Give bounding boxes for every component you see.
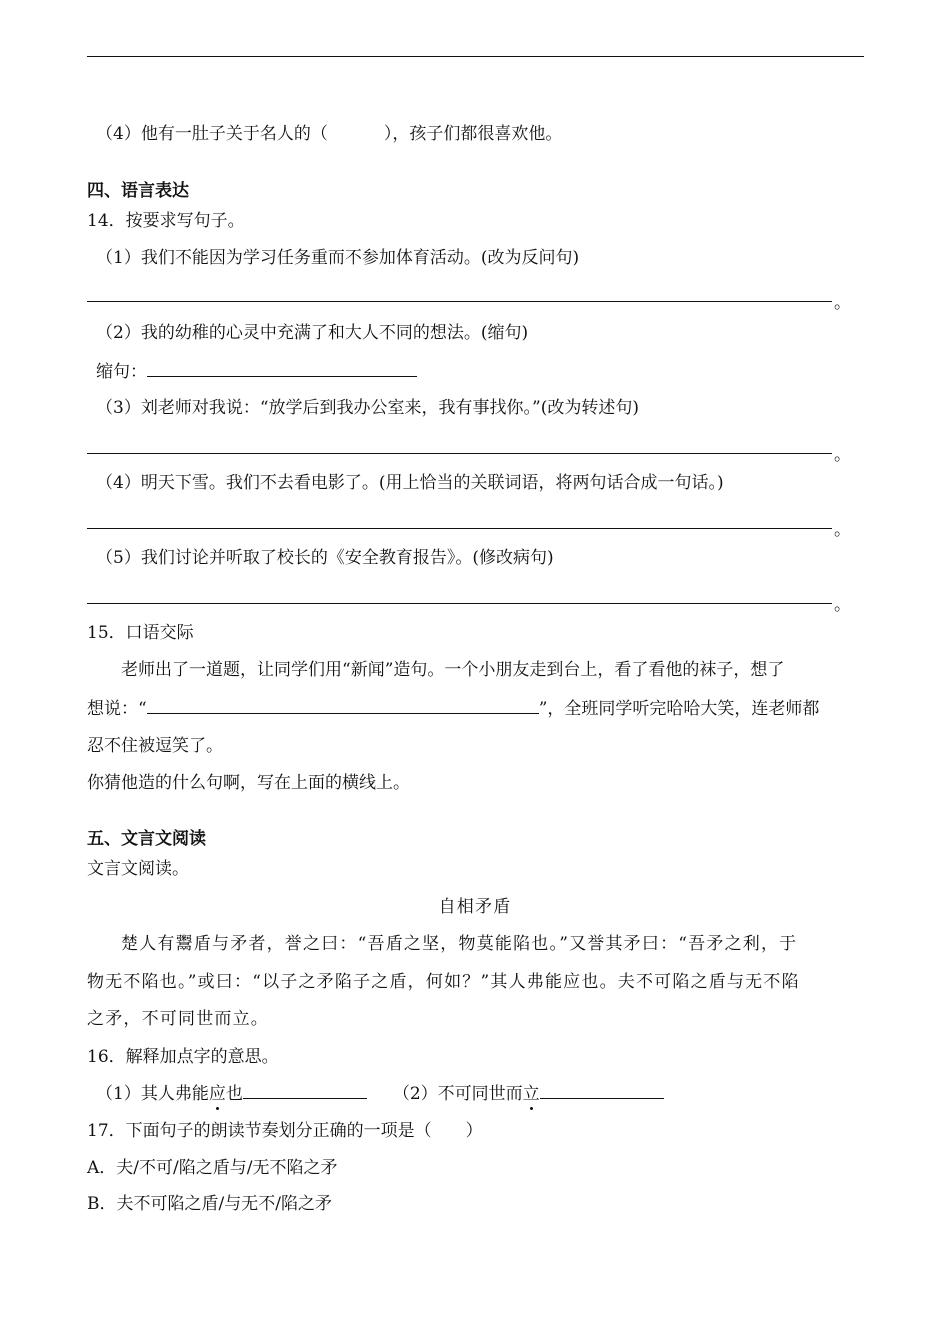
q14-item2-answer [96, 360, 417, 383]
q17-option-b[interactable]: B．夫不可陷之盾/与无不/陷之矛 [87, 1194, 332, 1214]
q14-item2-answer-line[interactable] [147, 360, 417, 377]
q15-paragraph-line3: 忍不住被逗笑了。 [87, 736, 223, 756]
passage-title: 自相矛盾 [438, 897, 512, 917]
q14-item4-answer-line[interactable] [87, 528, 832, 529]
q16-item1-answer-line[interactable] [243, 1082, 367, 1099]
q14-item5-period: 。 [834, 595, 851, 615]
q15-stem: 15．口语交际 [87, 623, 194, 643]
q16-stem: 16．解释加点字的意思。 [87, 1047, 279, 1067]
passage-line3: 之矛，不可同世而立。 [87, 1009, 269, 1029]
q14-item5-answer-line[interactable] [87, 603, 832, 604]
q14-item1: （1）我们不能因为学习任务重而不参加体育活动。(改为反问句) [96, 248, 580, 268]
q14-item2-label: 缩句： [96, 362, 147, 382]
q14-stem: 14．按要求写句子。 [87, 211, 245, 231]
q14-item4: （4）明天下雪。我们不去看电影了。(用上恰当的关联词语，将两句话合成一句话。) [96, 473, 724, 493]
q15-prompt: 你猜他造的什么句啊，写在上面的横线上。 [87, 773, 410, 793]
q16-item2-before: （2）不可同世而 [392, 1084, 523, 1104]
q14-item3-answer-line[interactable] [87, 453, 832, 454]
q16-item1-after: 也 [225, 1084, 243, 1104]
q17-option-a[interactable]: A．夫/不可/陷之盾与/无不陷之矛 [87, 1158, 338, 1178]
passage-line1: 楚人有鬻盾与矛者，誉之曰：“吾盾之坚，物莫能陷也。”又誉其矛曰：“吾矛之利，于 [121, 934, 798, 954]
q16-item2-answer-line[interactable] [540, 1082, 664, 1099]
q16-item1-dotted-char: 应 [208, 1084, 226, 1104]
q16-item2-dotted-char: 立 [522, 1084, 540, 1104]
section4-title: 四、语言表达 [87, 181, 189, 201]
q16-item1-before: （1）其人弗能 [96, 1084, 209, 1104]
q13-item4-before: （4）他有一肚子关于名人的（ [96, 124, 328, 144]
q14-item3-period: 。 [834, 445, 851, 465]
q14-item2: （2）我的幼稚的心灵中充满了和大人不同的想法。(缩句) [96, 323, 529, 343]
q17-stem: 17．下面句子的朗读节奏划分正确的一项是（ ） [87, 1121, 483, 1141]
q14-item5: （5）我们讨论并听取了校长的《安全教育报告》。(修改病句) [96, 548, 554, 568]
q14-item4-period: 。 [834, 520, 851, 540]
header-rule [87, 56, 864, 57]
section5-subtitle: 文言文阅读。 [87, 859, 189, 879]
q14-item3: （3）刘老师对我说：“放学后到我办公室来，我有事找你。”(改为转述句) [96, 398, 639, 418]
q15-p2-before: 想说：“ [87, 699, 147, 719]
q15-paragraph-line1: 老师出了一道题，让同学们用“新闻”造句。一个小朋友走到台上，看了看他的袜子，想了 [121, 660, 785, 680]
q15-p2-after: ”，全班同学听完哈哈大笑，连老师都 [538, 699, 820, 719]
q14-item1-answer-line[interactable] [87, 301, 832, 302]
q15-paragraph-line2 [87, 697, 819, 720]
q14-item1-period: 。 [834, 293, 851, 313]
q15-answer-line[interactable] [147, 697, 539, 714]
q16-items [96, 1082, 664, 1105]
passage-line2: 物无不陷也。”或曰：“以子之矛陷子之盾，何如？”其人弗能应也。夫不可陷之盾与无不陷 [87, 972, 800, 992]
section5-title: 五、文言文阅读 [87, 829, 206, 849]
q13-item4-after: ），孩子们都很喜欢他。 [383, 124, 563, 144]
q13-item4 [96, 123, 562, 145]
